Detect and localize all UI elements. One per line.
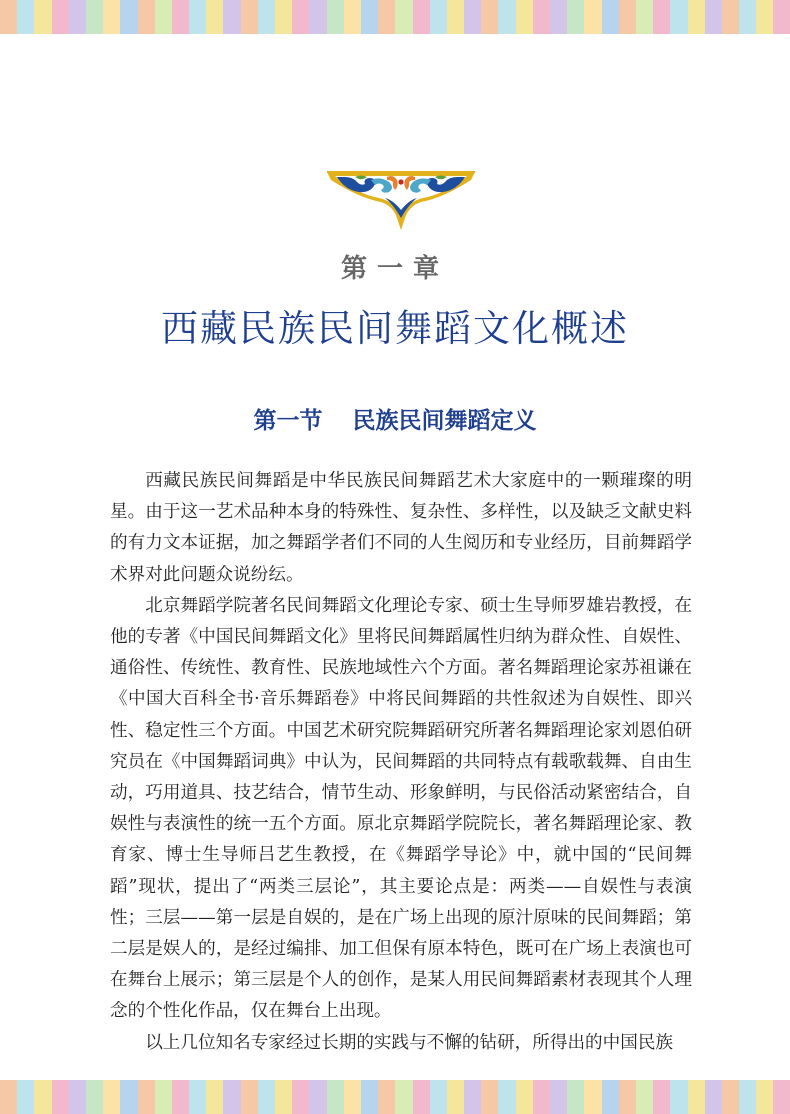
border-stripe [103, 1080, 120, 1114]
border-stripe [258, 0, 275, 34]
border-stripe [0, 1080, 17, 1114]
border-stripe [327, 1080, 344, 1114]
border-stripe [258, 1080, 275, 1114]
border-stripe [447, 1080, 464, 1114]
border-stripe [189, 1080, 206, 1114]
border-stripe [309, 0, 326, 34]
border-stripe [430, 1080, 447, 1114]
border-stripe [361, 0, 378, 34]
border-stripe [756, 0, 773, 34]
chapter-title: 西藏民族民间舞蹈文化概述 [161, 307, 629, 350]
border-stripe [344, 1080, 361, 1114]
border-stripe [636, 1080, 653, 1114]
border-stripe [516, 1080, 533, 1114]
border-stripe [619, 0, 636, 34]
border-stripe [773, 1080, 790, 1114]
border-stripe [773, 0, 790, 34]
paragraph-1: 西藏民族民间舞蹈是中华民族民间舞蹈艺术大家庭中的一颗璀璨的明星。由于这一艺术品种本身的特殊性、复杂性、多样性，以及缺乏文献史料的有力文本证据，加之舞蹈学者们不同的人生阅历和专业经历，目前舞蹈学术界对此问题众说纷纭。 [110, 471, 692, 585]
section-heading [0, 402, 790, 435]
border-stripe [464, 1080, 481, 1114]
border-stripe [516, 0, 533, 34]
border-stripe [292, 0, 309, 34]
border-stripe [155, 0, 172, 34]
border-stripe [223, 1080, 240, 1114]
section-title: 民族民间舞蹈定义 [352, 407, 537, 434]
bottom-stripe-border [0, 1080, 790, 1114]
border-stripe [602, 0, 619, 34]
border-stripe [481, 0, 498, 34]
border-stripe [86, 0, 103, 34]
border-stripe [584, 1080, 601, 1114]
border-stripe [533, 1080, 550, 1114]
border-stripe [447, 0, 464, 34]
border-stripe [155, 1080, 172, 1114]
border-stripe [69, 1080, 86, 1114]
border-stripe [739, 0, 756, 34]
body-text [110, 466, 692, 1059]
border-stripe [739, 1080, 756, 1114]
border-stripe [430, 0, 447, 34]
tibetan-cloud-ornament-icon [325, 168, 477, 232]
ornament-graphic [325, 168, 477, 232]
border-stripe [722, 1080, 739, 1114]
border-stripe [361, 1080, 378, 1114]
border-stripe [567, 0, 584, 34]
border-stripe [292, 1080, 309, 1114]
border-stripe [206, 1080, 223, 1114]
border-stripe [395, 1080, 412, 1114]
border-stripe [533, 0, 550, 34]
border-stripe [120, 1080, 137, 1114]
paragraph-3: 以上几位知名专家经过长期的实践与不懈的钻研，所得出的中国民族 [145, 1032, 674, 1053]
top-stripe-border [0, 0, 790, 34]
border-stripe [481, 1080, 498, 1114]
border-stripe [670, 1080, 687, 1114]
border-stripe [705, 1080, 722, 1114]
border-stripe [413, 0, 430, 34]
border-stripe [756, 1080, 773, 1114]
border-stripe [670, 0, 687, 34]
border-stripe [653, 1080, 670, 1114]
border-stripe [103, 0, 120, 34]
border-stripe [138, 1080, 155, 1114]
chapter-label: 第一章 [340, 254, 449, 284]
border-stripe [120, 0, 137, 34]
border-stripe [206, 0, 223, 34]
border-stripe [172, 1080, 189, 1114]
border-stripe [17, 1080, 34, 1114]
border-stripe [378, 1080, 395, 1114]
border-stripe [584, 0, 601, 34]
border-stripe [722, 0, 739, 34]
border-stripe [86, 1080, 103, 1114]
border-stripe [602, 1080, 619, 1114]
section-number: 第一节 [253, 407, 323, 434]
border-stripe [653, 0, 670, 34]
paragraph-2: 北京舞蹈学院著名民间舞蹈文化理论专家、硕士生导师罗雄岩教授，在他的专著《中国民间舞蹈文化》里将民间舞蹈属性归纳为群众性、自娱性、通俗性、传统性、教育性、民族地域性六个方面。著名舞蹈理论家苏祖谦在《中国大百科全书·音乐舞蹈卷》中将民间舞蹈的共性叙述为自娱性、即兴性、稳定性三个方面。中国艺术研究院舞蹈研究所著名舞蹈理论家刘恩伯研究员在《中国舞蹈词典》中认为，民间舞蹈的共同特点有载歌载舞、自由生动，巧用道具、技艺结合，情节生动、形象鲜明，与民俗活动紧密结合，自娱性与表演性的统一五个方面。原北京舞蹈学院院长，著名舞蹈理论家、教育家、博士生导师吕艺生教授，在《舞蹈学导论》中，就中国的“民间舞蹈”现状，提出了“两类三层论”，其主要论点是：两类——自娱性与表演性；三层——第一层是自娱的，是在广场上出现的原汁原味的民间舞蹈；第二层是娱人的，是经过编排、加工但保有原本特色，既可在广场上表演也可在舞台上展示；第三层是个人的创作，是某人用民间舞蹈素材表现其个人理念的个性化作品，仅在舞台上出现。 [110, 595, 692, 1022]
border-stripe [52, 0, 69, 34]
border-stripe [550, 0, 567, 34]
border-stripe [705, 0, 722, 34]
border-stripe [395, 0, 412, 34]
border-stripe [34, 1080, 51, 1114]
border-stripe [567, 1080, 584, 1114]
border-stripe [327, 0, 344, 34]
border-stripe [52, 1080, 69, 1114]
border-stripe [172, 0, 189, 34]
border-stripe [223, 0, 240, 34]
border-stripe [189, 0, 206, 34]
border-stripe [17, 0, 34, 34]
border-stripe [69, 0, 86, 34]
border-stripe [550, 1080, 567, 1114]
border-stripe [34, 0, 51, 34]
border-stripe [275, 1080, 292, 1114]
border-stripe [275, 0, 292, 34]
border-stripe [241, 1080, 258, 1114]
border-stripe [464, 0, 481, 34]
border-stripe [688, 0, 705, 34]
border-stripe [0, 0, 17, 34]
border-stripe [498, 0, 515, 34]
border-stripe [309, 1080, 326, 1114]
border-stripe [619, 1080, 636, 1114]
border-stripe [344, 0, 361, 34]
border-stripe [498, 1080, 515, 1114]
border-stripe [413, 1080, 430, 1114]
border-stripe [241, 0, 258, 34]
border-stripe [636, 0, 653, 34]
border-stripe [138, 0, 155, 34]
border-stripe [378, 0, 395, 34]
border-stripe [688, 1080, 705, 1114]
